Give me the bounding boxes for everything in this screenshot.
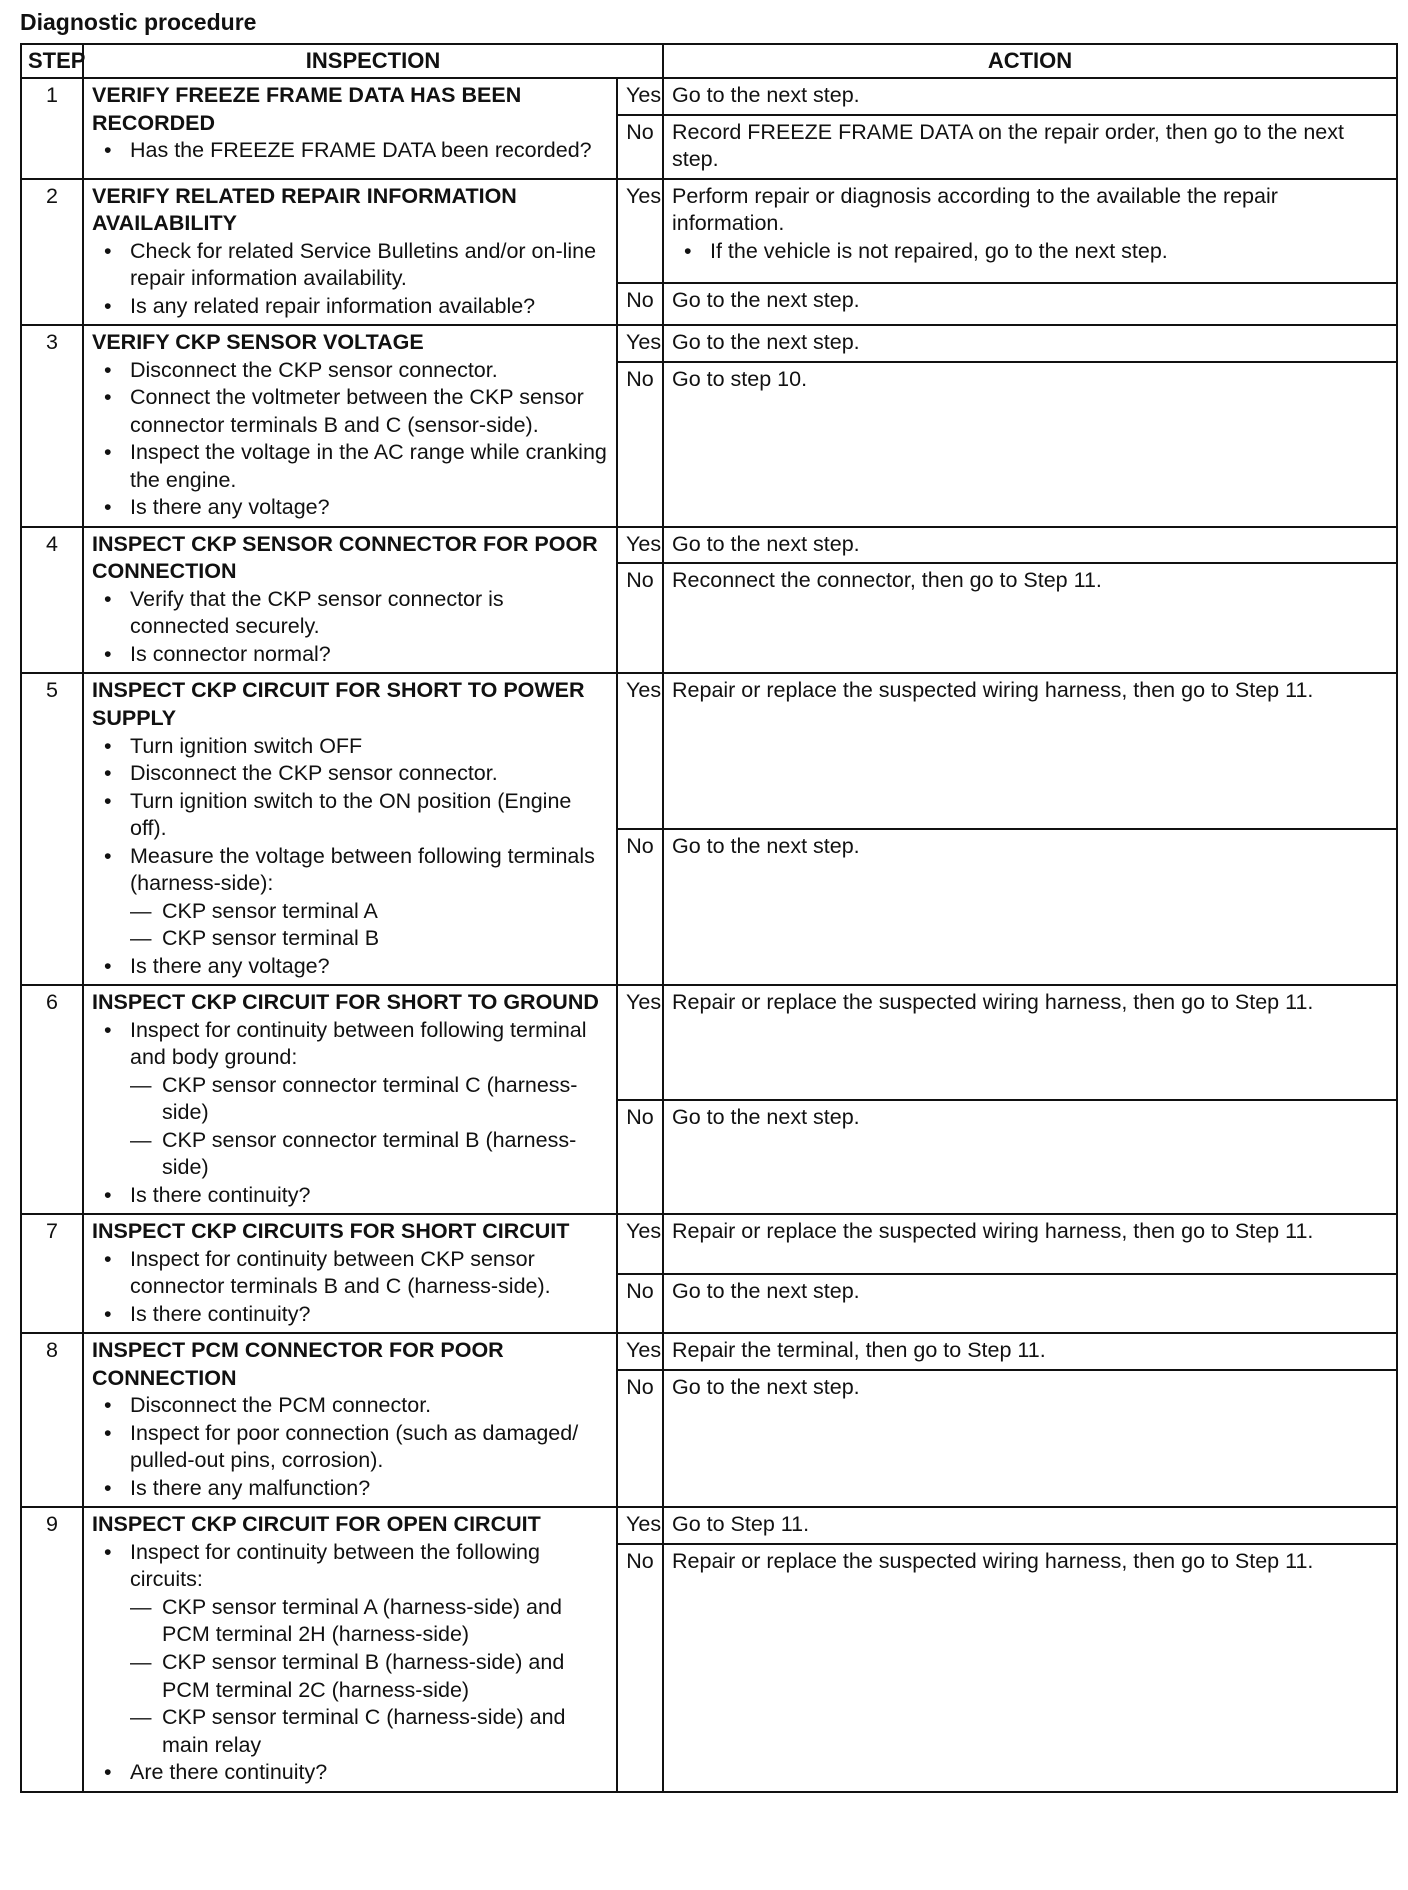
- yes-action-cell: [663, 179, 1397, 284]
- inspection-bullet: • Is there any voltage?: [92, 494, 608, 522]
- inspection-cell: [83, 179, 617, 326]
- table-row: [21, 527, 1397, 564]
- no-label: No: [617, 1274, 663, 1334]
- step-number: 9: [21, 1507, 83, 1791]
- step-number: 7: [21, 1214, 83, 1333]
- step-number: 5: [21, 673, 83, 985]
- inspection-bullet: • Are there continuity?: [92, 1759, 608, 1787]
- yes-label: Yes: [617, 985, 663, 1100]
- inspection-bullet: • Has the FREEZE FRAME DATA been recorded?: [92, 137, 608, 165]
- no-label: No: [617, 362, 663, 527]
- inspection-bullet: • Turn ignition switch to the ON position (Engine off).: [92, 788, 608, 843]
- no-label: No: [617, 115, 663, 179]
- inspection-dash-item: — CKP sensor connector terminal B (harness-side): [130, 1127, 608, 1182]
- inspection-bullet: • Inspect for poor connection (such as damaged/ pulled-out pins, corrosion).: [92, 1420, 608, 1475]
- inspection-bullet: • Disconnect the CKP sensor connector.: [92, 760, 608, 788]
- yes-action: Go to the next step.: [663, 325, 1397, 362]
- step-number: 4: [21, 527, 83, 674]
- header-action: ACTION: [663, 44, 1397, 78]
- inspection-title: INSPECT CKP CIRCUIT FOR SHORT TO POWER SUPPLY: [92, 678, 585, 730]
- no-label: No: [617, 283, 663, 325]
- step-number: 3: [21, 325, 83, 527]
- inspection-bullet: • Check for related Service Bulletins and/or on-line repair information availability.: [92, 238, 608, 293]
- no-action: Record FREEZE FRAME DATA on the repair order, then go to the next step.: [663, 115, 1397, 179]
- header-inspection: INSPECTION: [83, 44, 663, 78]
- yes-action-sub: • If the vehicle is not repaired, go to the next step.: [672, 238, 1388, 266]
- header-step: STEP: [21, 44, 83, 78]
- yes-action: Go to Step 11.: [663, 1507, 1397, 1544]
- inspection-bullet-with-sublist: [92, 1017, 608, 1182]
- no-label: No: [617, 1370, 663, 1508]
- inspection-title: INSPECT CKP CIRCUITS FOR SHORT CIRCUIT: [92, 1219, 570, 1244]
- inspection-bullet: • Disconnect the PCM connector.: [92, 1392, 608, 1420]
- table-row: [21, 1507, 1397, 1544]
- inspection-title: INSPECT CKP SENSOR CONNECTOR FOR POOR CONNECTION: [92, 531, 598, 584]
- no-label: No: [617, 1100, 663, 1215]
- inspection-bullet: • Inspect for continuity between CKP sensor connector terminals B and C (harness-side).: [92, 1246, 608, 1301]
- yes-label: Yes: [617, 527, 663, 564]
- no-action: Repair or replace the suspected wiring harness, then go to Step 11.: [663, 1544, 1397, 1792]
- inspection-cell: [83, 78, 617, 179]
- yes-label: Yes: [617, 78, 663, 115]
- yes-label: Yes: [617, 1507, 663, 1544]
- inspection-bullet: • Is connector normal?: [92, 641, 608, 669]
- table-row: [21, 1333, 1397, 1370]
- inspection-bullet: Measure the voltage between following terminals (harness-side):: [130, 843, 595, 896]
- table-row: [21, 673, 1397, 829]
- yes-action: Repair or replace the suspected wiring harness, then go to Step 11.: [663, 1214, 1397, 1274]
- no-action: Go to the next step.: [663, 829, 1397, 985]
- yes-action: Perform repair or diagnosis according to the available the repair information.: [672, 183, 1278, 236]
- no-action: Go to the next step.: [663, 1370, 1397, 1508]
- inspection-bullet: • Turn ignition switch OFF: [92, 733, 608, 761]
- inspection-cell: [83, 985, 617, 1214]
- inspection-title: VERIFY CKP SENSOR VOLTAGE: [92, 330, 424, 355]
- inspection-cell: [83, 1507, 617, 1791]
- yes-label: Yes: [617, 1214, 663, 1274]
- inspection-bullet: • Is any related repair information available?: [92, 293, 608, 321]
- no-label: No: [617, 1544, 663, 1792]
- inspection-bullet-with-sublist: [92, 1539, 608, 1759]
- inspection-bullet: • Connect the voltmeter between the CKP sensor connector terminals B and C (sensor-side).: [92, 384, 608, 439]
- yes-action: Repair or replace the suspected wiring harness, then go to Step 11.: [663, 673, 1397, 829]
- table-row: [21, 179, 1397, 284]
- inspection-bullet: • Is there any voltage?: [92, 953, 608, 981]
- step-number: 2: [21, 179, 83, 326]
- no-action: Reconnect the connector, then go to Step 11.: [663, 563, 1397, 673]
- inspection-dash-item: — CKP sensor connector terminal C (harness-side): [130, 1072, 608, 1127]
- inspection-cell: [83, 325, 617, 527]
- inspection-cell: [83, 673, 617, 985]
- inspection-dash-item: — CKP sensor terminal A (harness-side) and PCM terminal 2H (harness-side): [130, 1594, 608, 1649]
- inspection-dash-item: — CKP sensor terminal B (harness-side) and PCM terminal 2C (harness-side): [130, 1649, 608, 1704]
- yes-label: Yes: [617, 325, 663, 362]
- document-title: Diagnostic procedure: [20, 9, 257, 35]
- step-number: 1: [21, 78, 83, 179]
- inspection-bullet: • Is there continuity?: [92, 1182, 608, 1210]
- yes-action: Go to the next step.: [663, 527, 1397, 564]
- inspection-bullet-with-sublist: [92, 843, 608, 953]
- inspection-cell: [83, 1333, 617, 1507]
- yes-action: Repair or replace the suspected wiring harness, then go to Step 11.: [663, 985, 1397, 1100]
- inspection-bullet: • Is there any malfunction?: [92, 1475, 608, 1503]
- inspection-title: VERIFY RELATED REPAIR INFORMATION AVAILABILITY: [92, 183, 517, 236]
- yes-action: Go to the next step.: [663, 78, 1397, 115]
- inspection-title: VERIFY FREEZE FRAME DATA HAS BEEN RECORDED: [92, 83, 522, 135]
- yes-label: Yes: [617, 1333, 663, 1370]
- table-row: [21, 78, 1397, 115]
- inspection-title: INSPECT PCM CONNECTOR FOR POOR CONNECTION: [92, 1338, 504, 1390]
- inspection-dash-item: — CKP sensor terminal C (harness-side) and main relay: [130, 1704, 608, 1759]
- table-row: [21, 325, 1397, 362]
- no-action: Go to the next step.: [663, 283, 1397, 325]
- no-label: No: [617, 829, 663, 985]
- inspection-bullet: • Disconnect the CKP sensor connector.: [92, 357, 608, 385]
- yes-action: Repair the terminal, then go to Step 11.: [663, 1333, 1397, 1370]
- no-action: Go to the next step.: [663, 1274, 1397, 1334]
- yes-label: Yes: [617, 179, 663, 284]
- inspection-bullet: Inspect for continuity between following terminal and body ground:: [130, 1017, 587, 1070]
- inspection-title: INSPECT CKP CIRCUIT FOR OPEN CIRCUIT: [92, 1512, 541, 1537]
- inspection-dash-item: — CKP sensor terminal A: [130, 898, 608, 926]
- inspection-bullet: • Inspect the voltage in the AC range while cranking the engine.: [92, 439, 608, 494]
- no-label: No: [617, 563, 663, 673]
- diagnostic-table: [20, 43, 1398, 1793]
- table-row: [21, 985, 1397, 1100]
- inspection-title: INSPECT CKP CIRCUIT FOR SHORT TO GROUND: [92, 990, 599, 1015]
- inspection-bullet: • Verify that the CKP sensor connector is connected securely.: [92, 586, 608, 641]
- step-number: 6: [21, 985, 83, 1214]
- inspection-dash-item: — CKP sensor terminal B: [130, 925, 608, 953]
- no-action: Go to step 10.: [663, 362, 1397, 527]
- inspection-bullet: Inspect for continuity between the following circuits:: [130, 1539, 540, 1592]
- table-header-row: [21, 44, 1397, 78]
- yes-label: Yes: [617, 673, 663, 829]
- inspection-cell: [83, 527, 617, 674]
- table-row: [21, 1214, 1397, 1274]
- step-number: 8: [21, 1333, 83, 1507]
- inspection-bullet: • Is there continuity?: [92, 1301, 608, 1329]
- no-action: Go to the next step.: [663, 1100, 1397, 1215]
- inspection-cell: [83, 1214, 617, 1333]
